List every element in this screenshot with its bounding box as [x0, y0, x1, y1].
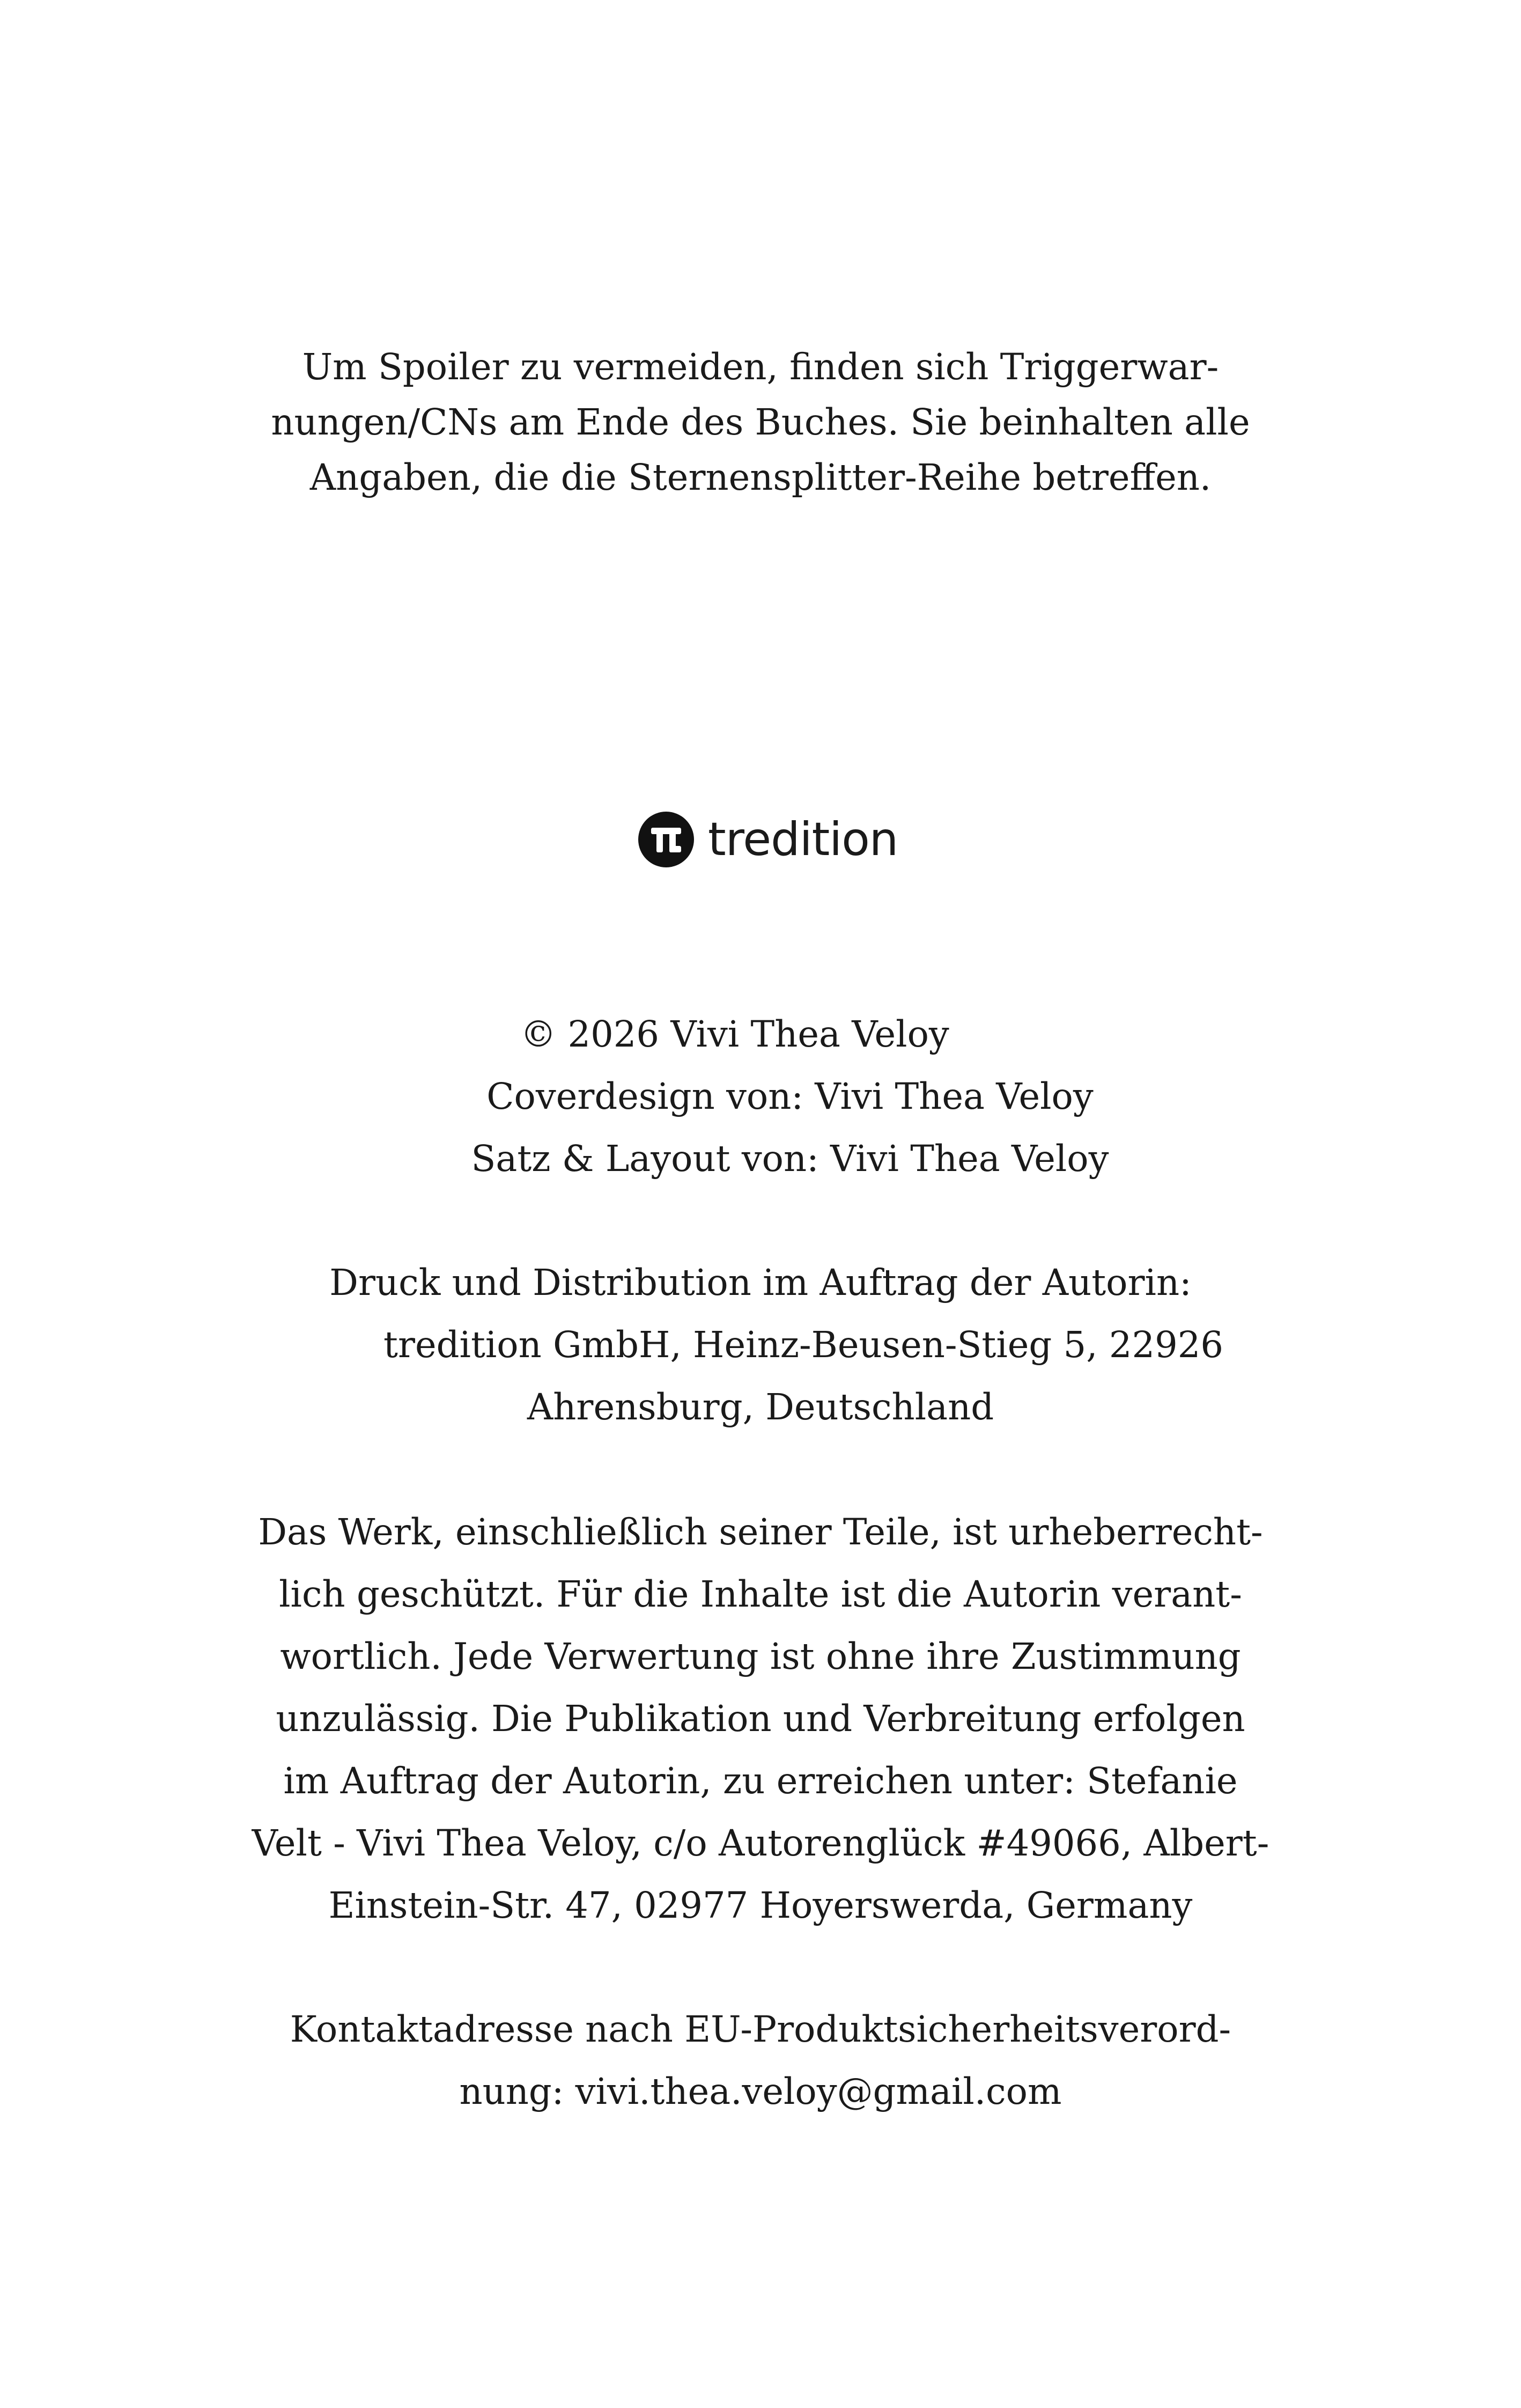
credits: [0, 1003, 1521, 1190]
layout-line: Satz & Layout von: Vivi Thea Veloy: [471, 1138, 1109, 1180]
copyright-line: © 2026 Vivi Thea Veloy: [520, 1013, 949, 1055]
text-line: nung: vivi.thea.veloy@gmail.com: [459, 2071, 1062, 2112]
text-line: unzulässig. Die Publikation und Verbreitung erfolgen: [276, 1698, 1245, 1740]
text-line: im Auftrag der Autorin, zu erreichen unter: Stefanie: [283, 1760, 1238, 1802]
publisher-logo: [638, 810, 898, 869]
text-line: lich geschützt. Für die Inhalte ist die Autorin verant-: [279, 1573, 1242, 1615]
cover-design-line: Coverdesign von: Vivi Thea Veloy: [486, 1076, 1094, 1117]
text-line: wortlich. Jede Verwertung ist ohne ihre Zustimmung: [280, 1636, 1241, 1677]
text-line: Velt - Vivi Thea Veloy, c/o Autorenglück #49066, Albert-: [252, 1822, 1269, 1864]
text-line: Das Werk, einschließlich seiner Teile, ist urheberrecht-: [258, 1511, 1263, 1553]
print-distribution: [0, 1251, 1521, 1438]
text-line: Kontaktadresse nach EU-Produktsicherheitsverord-: [290, 2008, 1231, 2050]
text-line: Ahrensburg, Deutschland: [527, 1386, 994, 1428]
text-line: nungen/CNs am Ende des Buches. Sie beinhalten alle: [271, 401, 1250, 443]
tredition-logo-icon: [638, 812, 694, 867]
text-line: Angaben, die die Sternensplitter-Reihe betreffen.: [309, 456, 1212, 498]
contact-address: [0, 1998, 1521, 2123]
text-line: Druck und Distribution im Auftrag der Autorin:: [329, 1262, 1192, 1304]
text-line: Um Spoiler zu vermeiden, finden sich Triggerwar-: [302, 346, 1219, 388]
publisher-logo-text: tredition: [708, 813, 898, 866]
text-line: Einstein-Str. 47, 02977 Hoyerswerda, Germany: [328, 1884, 1193, 1926]
text-line: tredition GmbH, Heinz-Beusen-Stieg 5, 22926: [383, 1324, 1223, 1366]
trigger-warning-notice: [0, 340, 1521, 505]
legal-notice: [0, 1501, 1521, 1936]
